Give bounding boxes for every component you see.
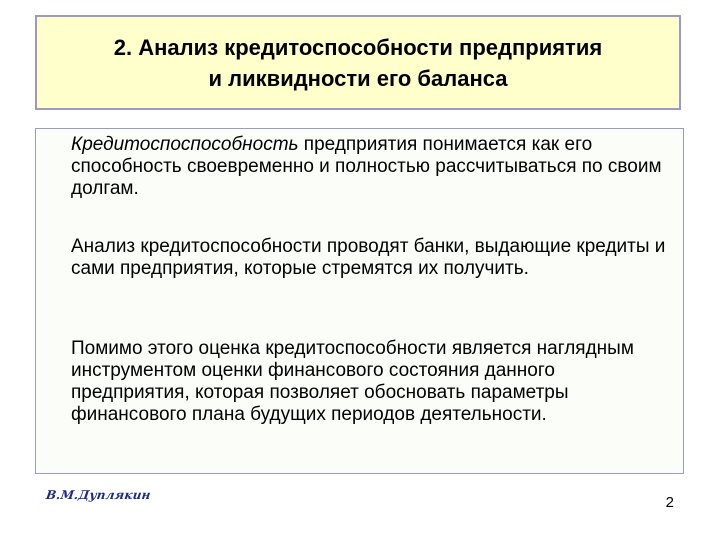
paragraph-term: Кредитоспоспособность (71, 134, 299, 155)
slide-title: 2. Анализ кредитоспособности предприятия и ликвидности его баланса (113, 34, 603, 91)
paragraph-definition-text: предприятия понимается как его способность своевременно и полностью рассчитываться по своим долгам. (71, 134, 662, 199)
author-signature: В.М.Дуплякин (45, 488, 152, 502)
paragraph-analysis: Анализ кредитоспособности проводят банки, выдающие кредиты и сами предприятия, которые стремятся их получить. (71, 236, 666, 279)
paragraph-assessment: Помимо этого оценка кредитоспособности является наглядным инструментом оценки финансового состояния данного предприятия, которая позволяет обосновать параметры финансового плана будущих периодов деятельности. (71, 338, 634, 425)
slide-title-box (35, 15, 681, 110)
page-number: 2 (665, 494, 674, 511)
paragraph-definition (71, 134, 671, 200)
slide-content-box (35, 128, 684, 474)
